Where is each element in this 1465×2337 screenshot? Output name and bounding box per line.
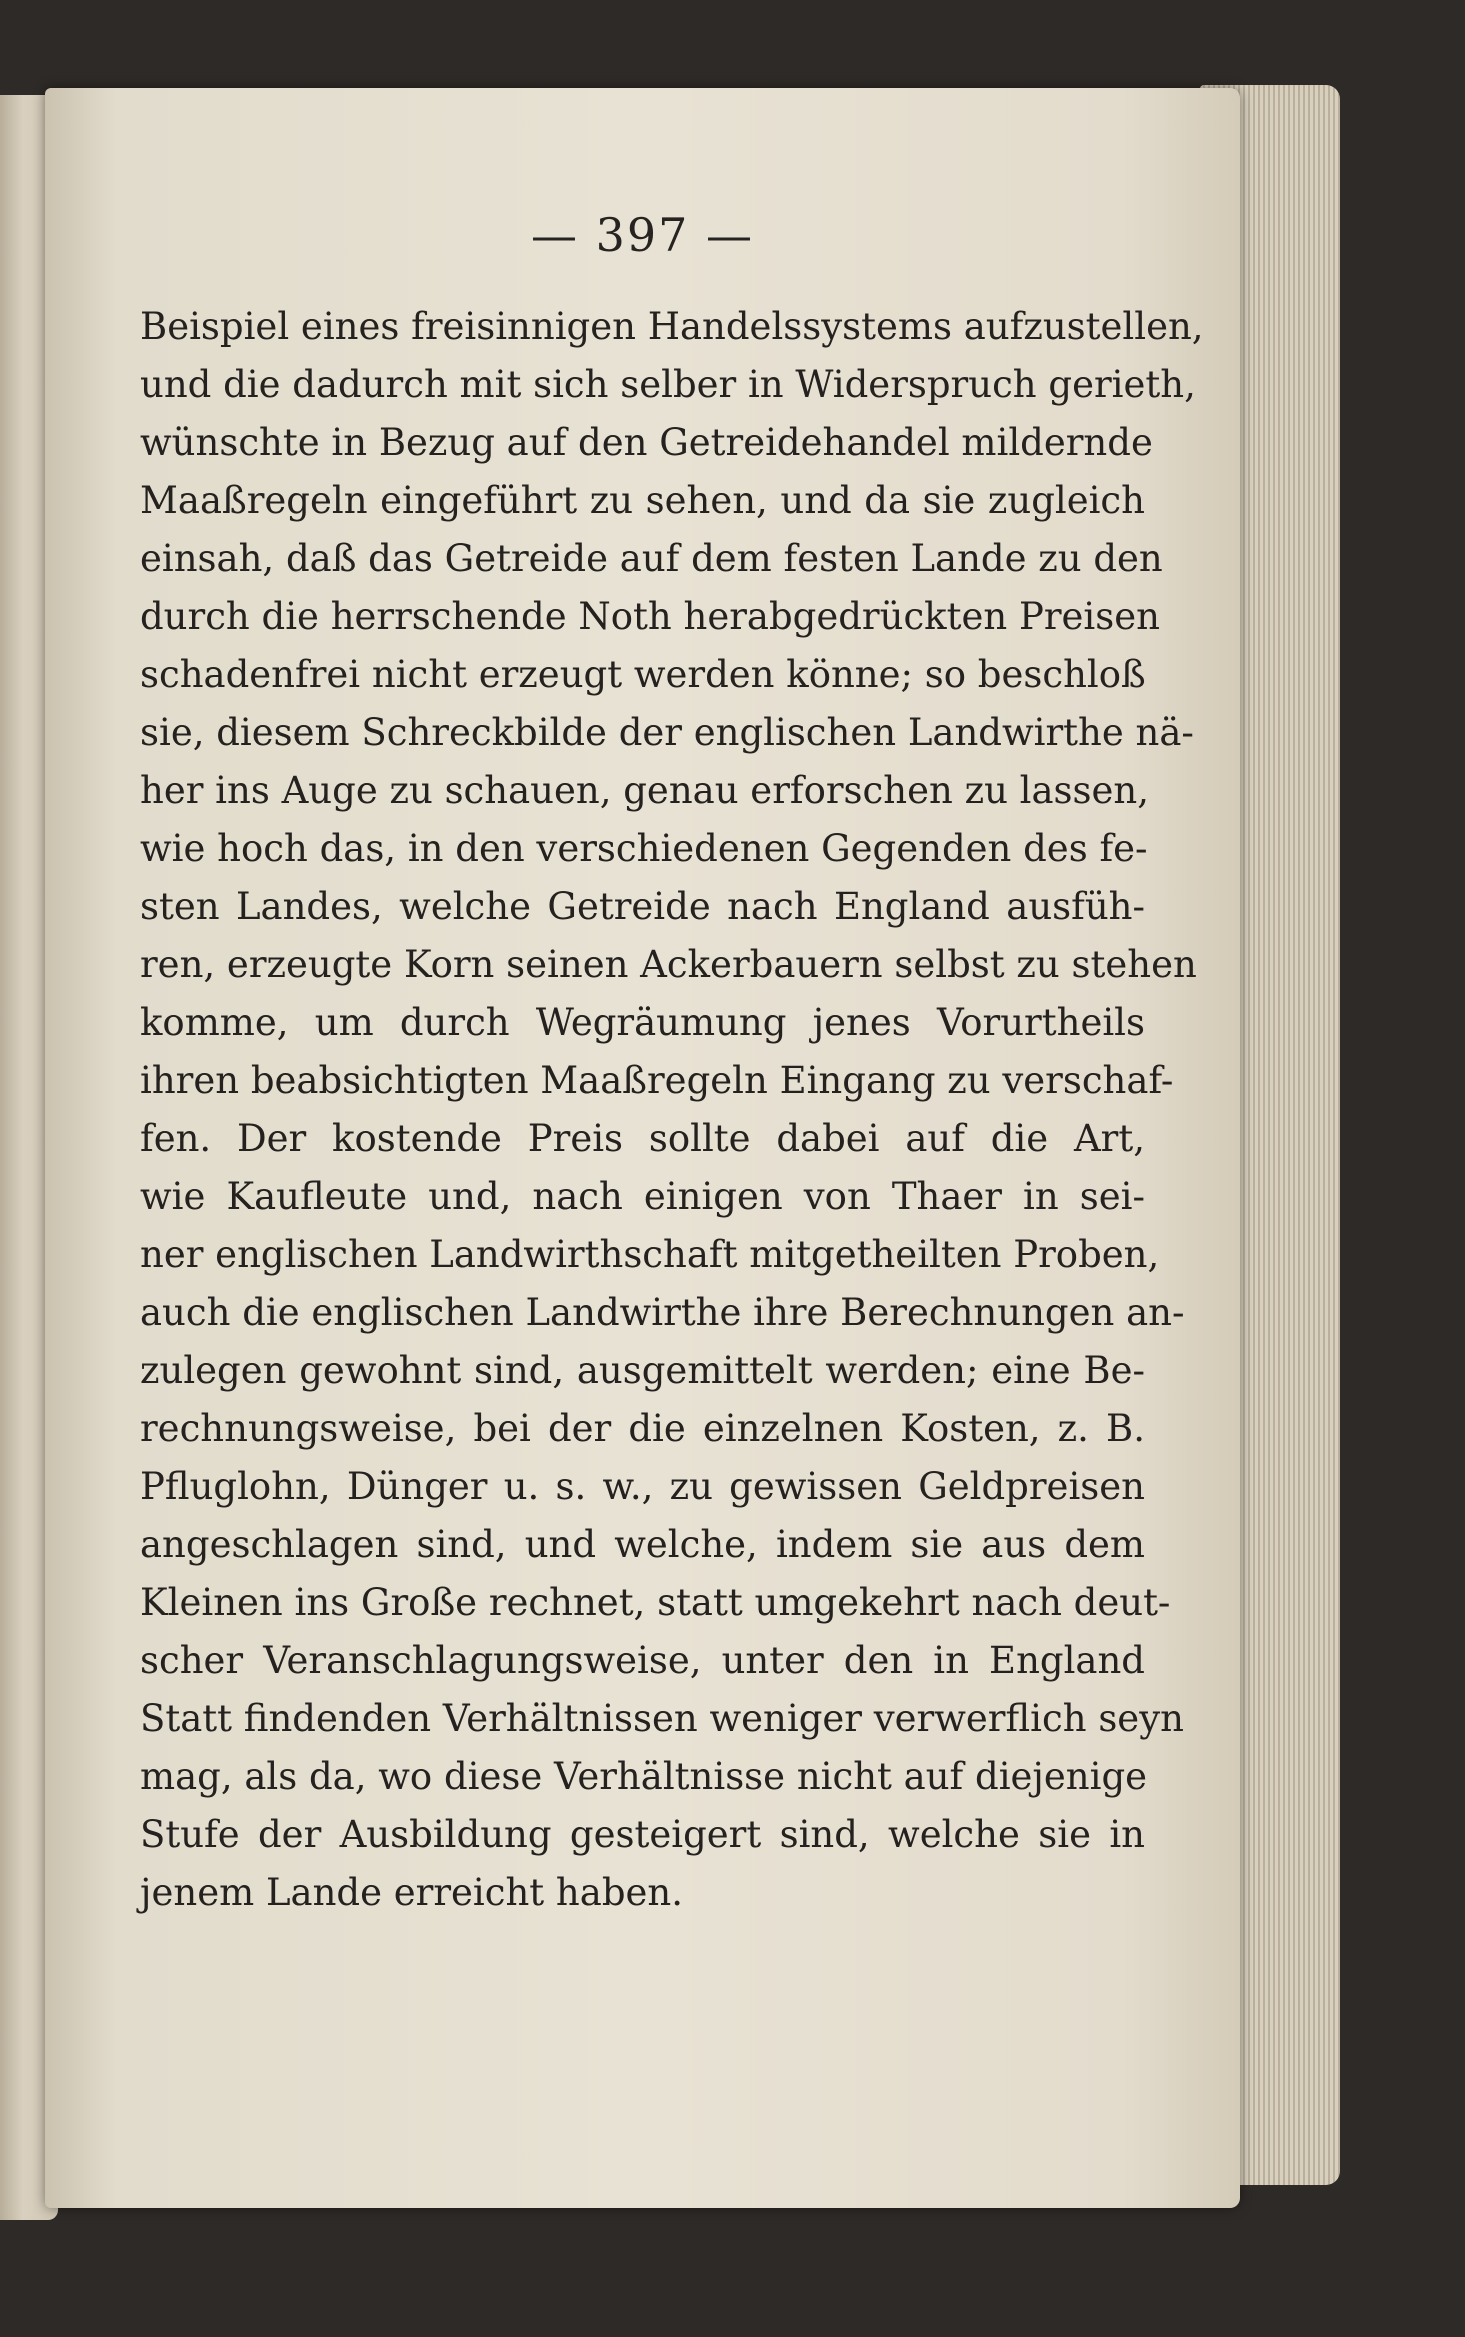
text-line: wünschte in Bezug auf den Getreidehandel mildernde (140, 421, 1153, 464)
text-line: ren, erzeugte Korn seinen Ackerbauern selbst zu stehen (140, 943, 1197, 986)
text-line: ner englischen Landwirthschaft mitgetheilten Proben, (140, 1233, 1160, 1276)
text-line: angeschlagen sind, und welche, indem sie aus dem (140, 1523, 1145, 1566)
text-line: scher Veranschlagungsweise, unter den in England (140, 1639, 1145, 1682)
text-line: komme, um durch Wegräumung jenes Vorurtheils (140, 1001, 1145, 1044)
text-line: Stufe der Ausbildung gesteigert sind, welche sie in (140, 1813, 1145, 1856)
text-line: wie Kaufleute und, nach einigen von Thaer in sei- (140, 1175, 1145, 1218)
text-line: einsah, daß das Getreide auf dem festen Lande zu den (140, 537, 1163, 580)
page-number: — 397 — (530, 208, 755, 262)
text-line: sie, diesem Schreckbilde der englischen Landwirthe nä- (140, 711, 1194, 754)
text-line: zulegen gewohnt sind, ausgemittelt werden; eine Be- (140, 1349, 1145, 1392)
text-line: wie hoch das, in den verschiedenen Gegenden des fe- (140, 827, 1148, 870)
text-line: Pfluglohn, Dünger u. s. w., zu gewissen Geldpreisen (140, 1465, 1145, 1508)
text-line: auch die englischen Landwirthe ihre Berechnungen an- (140, 1291, 1185, 1334)
text-line: fen. Der kostende Preis sollte dabei auf die Art, (140, 1117, 1145, 1160)
text-line: her ins Auge zu schauen, genau erforschen zu lassen, (140, 769, 1150, 812)
text-line: rechnungsweise, bei der die einzelnen Kosten, z. B. (140, 1407, 1145, 1450)
text-line: jenem Lande erreicht haben. (140, 1871, 683, 1914)
text-line: sten Landes, welche Getreide nach England ausfüh- (140, 885, 1145, 928)
body-text (140, 298, 1204, 1922)
text-line: mag, als da, wo diese Verhältnisse nicht auf diejenige (140, 1755, 1148, 1798)
text-line: ihren beabsichtigten Maaßregeln Eingang zu verschaf- (140, 1059, 1174, 1102)
text-line: Maaßregeln eingeführt zu sehen, und da sie zugleich (140, 479, 1145, 522)
text-line: Beispiel eines freisinnigen Handelssystems aufzustellen, (140, 305, 1204, 348)
text-line: durch die herrschende Noth herabgedrückten Preisen (140, 595, 1160, 638)
text-line: und die dadurch mit sich selber in Widerspruch gerieth, (140, 363, 1196, 406)
text-line: Statt findenden Verhältnissen weniger verwerflich seyn (140, 1697, 1184, 1740)
text-line: Kleinen ins Große rechnet, statt umgekehrt nach deut- (140, 1581, 1171, 1624)
book-page (45, 88, 1240, 2208)
text-line: schadenfrei nicht erzeugt werden könne; so beschloß (140, 653, 1146, 696)
